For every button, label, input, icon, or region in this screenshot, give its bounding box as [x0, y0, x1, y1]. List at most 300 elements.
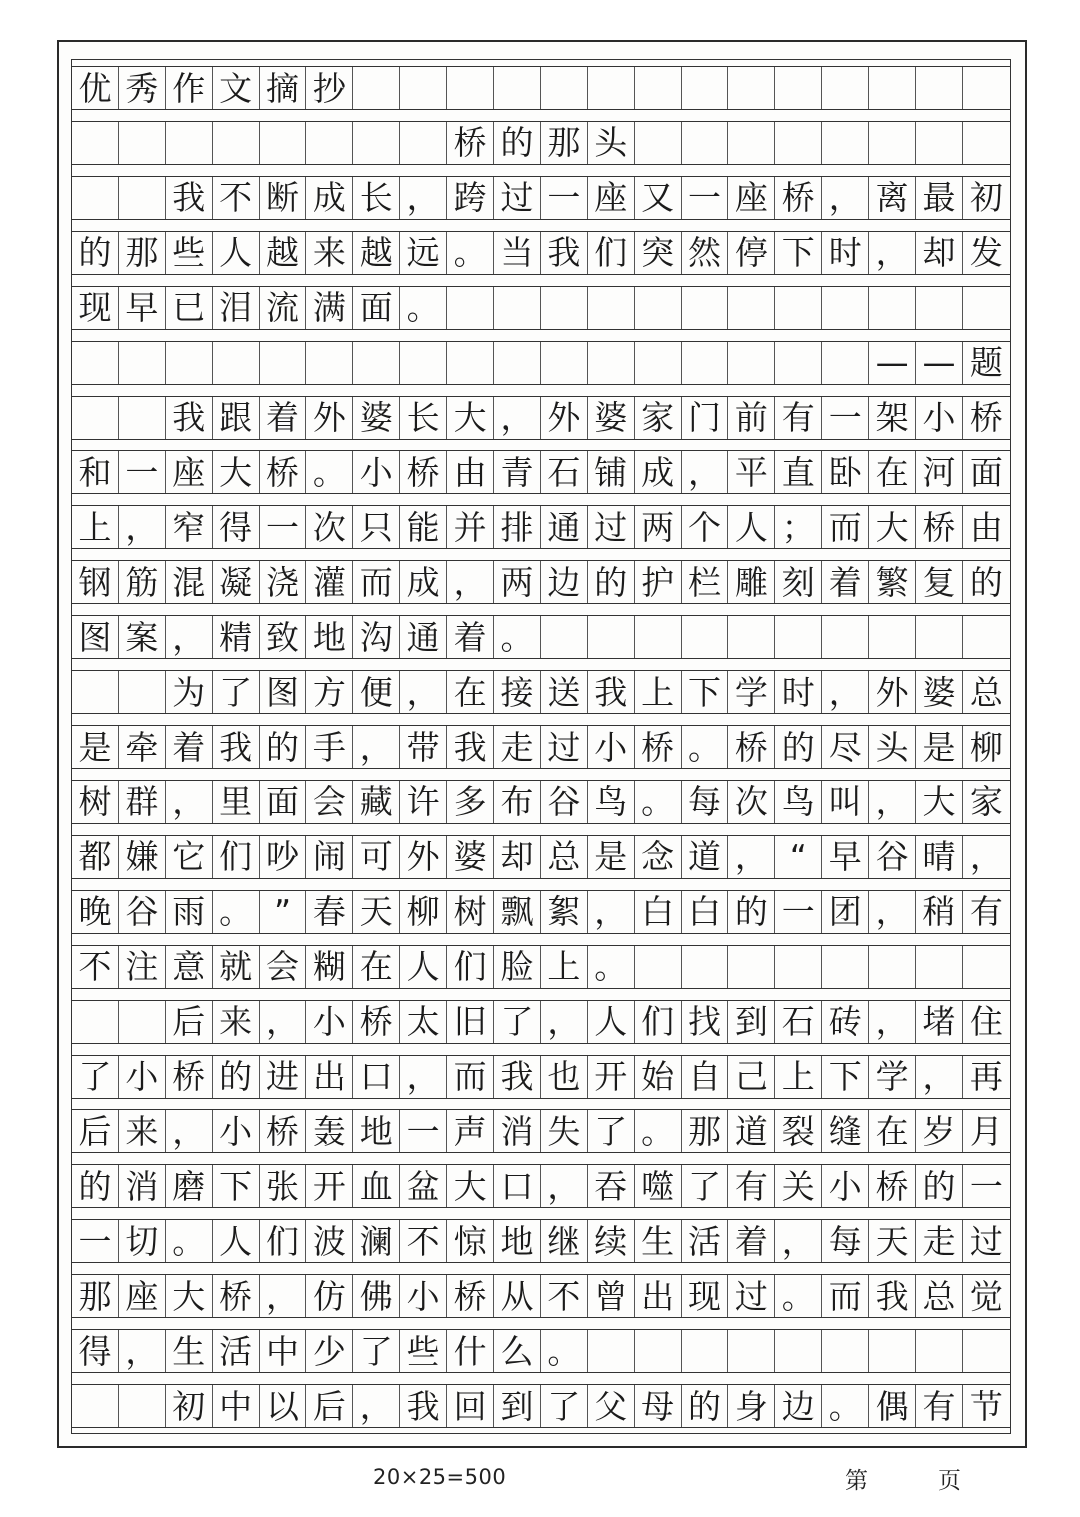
grid-row	[72, 725, 1010, 769]
grid-cell: 总	[916, 1275, 963, 1317]
grid-cell: 意	[166, 946, 213, 988]
grid-cell: 我	[166, 177, 213, 219]
grid-cell: 白	[635, 891, 682, 933]
grid-cell: 。	[447, 232, 494, 274]
grid-cell: 大	[447, 397, 494, 439]
grid-cell: 窄	[166, 506, 213, 548]
grid-cell	[822, 616, 869, 658]
grid-cell: 过	[588, 506, 635, 548]
grid-cell: 总	[541, 836, 588, 878]
grid-cell	[822, 67, 869, 109]
grid-cell: 已	[166, 287, 213, 329]
grid-cell: 面	[353, 287, 400, 329]
grid-cell	[541, 67, 588, 109]
grid-cell: 而	[353, 561, 400, 603]
grid-cell	[822, 287, 869, 329]
grid-cell: 中	[213, 1385, 260, 1427]
grid-cell: 们	[447, 946, 494, 988]
grid-cell: 盆	[400, 1165, 447, 1207]
grid-cell	[119, 671, 166, 713]
grid-cell: 停	[728, 232, 775, 274]
grid-row	[72, 1109, 1010, 1153]
grid-cell: 桥	[213, 1275, 260, 1317]
grid-row	[72, 945, 1010, 989]
grid-cell: 着	[728, 1220, 775, 1262]
grid-cell: 们	[635, 1001, 682, 1043]
grid-row	[72, 615, 1010, 659]
grid-row	[72, 341, 1010, 385]
grid-cell: 成	[306, 177, 353, 219]
grid-cell: 两	[635, 506, 682, 548]
grid-cell: 有	[969, 892, 1003, 932]
grid-cell: 边	[541, 561, 588, 603]
grid-cell: 了	[588, 1110, 635, 1152]
grid-cell: 带	[400, 726, 447, 768]
grid-cell: 活	[213, 1330, 260, 1372]
grid-cell: 图	[72, 616, 119, 658]
grid-cell	[541, 287, 588, 329]
grid-cell: 岁	[916, 1110, 963, 1152]
grid-cell	[869, 616, 916, 658]
grid-cell: 。	[213, 891, 260, 933]
grid-cell: 桥	[260, 451, 307, 493]
grid-cell	[213, 122, 260, 164]
grid-cell	[119, 342, 166, 384]
grid-cell: 送	[541, 671, 588, 713]
grid-cell: 磨	[166, 1165, 213, 1207]
grid-cell: 血	[353, 1165, 400, 1207]
grid-cell: 总	[969, 672, 1003, 712]
grid-cell	[822, 946, 869, 988]
grid-cell: 鸟	[775, 781, 822, 823]
grid-cell: 续	[588, 1220, 635, 1262]
grid-cell: 的	[588, 561, 635, 603]
grid-row	[72, 1219, 1010, 1263]
grid-cell: 节	[969, 1386, 1003, 1426]
grid-cell: 婆	[588, 397, 635, 439]
grid-row	[72, 231, 1010, 275]
grid-cell: 早	[822, 836, 869, 878]
grid-cell: 飘	[494, 891, 541, 933]
grid-cell: 便	[353, 671, 400, 713]
grid-cell: 也	[541, 1056, 588, 1098]
grid-cell	[494, 342, 541, 384]
grid-cell: 长	[353, 177, 400, 219]
grid-cell: 每	[682, 781, 729, 823]
grid-cell: 以	[260, 1385, 307, 1427]
grid-cell: 突	[635, 232, 682, 274]
grid-cell: 道	[682, 836, 729, 878]
grid-cell: ；	[775, 506, 822, 548]
grid-cell: 有	[728, 1165, 775, 1207]
grid-cell: 学	[869, 1056, 916, 1098]
grid-cell: 桥	[400, 451, 447, 493]
grid-cell	[260, 122, 307, 164]
grid-cell: 外	[541, 397, 588, 439]
grid-cell: 的	[728, 891, 775, 933]
grid-cell: 是	[916, 726, 963, 768]
grid-cell	[588, 1330, 635, 1372]
grid-cell: 我	[400, 1385, 447, 1427]
grid-cell: ，	[494, 397, 541, 439]
grid-cell: 离	[869, 177, 916, 219]
grid-cell: 桥	[447, 1275, 494, 1317]
grid-cell: 它	[166, 836, 213, 878]
grid-cell: 活	[682, 1220, 729, 1262]
grid-cell: 家	[635, 397, 682, 439]
grid-cell	[869, 67, 916, 109]
grid-cell: 座	[588, 177, 635, 219]
grid-cell: 来	[119, 1110, 166, 1152]
grid-cell: 惊	[447, 1220, 494, 1262]
grid-cell: 。	[682, 726, 729, 768]
grid-cell: 失	[541, 1110, 588, 1152]
grid-cell	[588, 616, 635, 658]
grid-cell: 着	[447, 616, 494, 658]
grid-cell	[963, 122, 1010, 164]
grid-cell	[635, 342, 682, 384]
grid-cell	[775, 1330, 822, 1372]
grid-cell: 人	[728, 506, 775, 548]
grid-cell: 布	[494, 781, 541, 823]
grid-cell: 为	[166, 671, 213, 713]
grid-cell: 到	[494, 1385, 541, 1427]
grid-cell: 灌	[306, 561, 353, 603]
grid-cell: ，	[916, 1056, 963, 1098]
grid-cell: 从	[494, 1275, 541, 1317]
grid-cell: 开	[306, 1165, 353, 1207]
grid-cell: ，	[353, 726, 400, 768]
grid-cell: 脸	[494, 946, 541, 988]
grid-cell: 。	[541, 1330, 588, 1372]
grid-cell	[916, 616, 963, 658]
grid-cell: 柳	[969, 727, 1003, 767]
grid-cell	[72, 342, 119, 384]
grid-cell: 青	[494, 451, 541, 493]
grid-cell: 稍	[916, 891, 963, 933]
grid-cell	[775, 122, 822, 164]
grid-cell: 凝	[213, 561, 260, 603]
grid-cell: 通	[541, 506, 588, 548]
grid-row	[72, 450, 1010, 494]
grid-row	[72, 890, 1010, 934]
grid-cell: 糊	[306, 946, 353, 988]
grid-cell: 在	[869, 1110, 916, 1152]
grid-cell: ，	[166, 1110, 213, 1152]
grid-cell: 回	[447, 1385, 494, 1427]
grid-cell	[822, 342, 869, 384]
grid-cell	[353, 122, 400, 164]
grid-cell: 那	[682, 1110, 729, 1152]
grid-row	[72, 505, 1010, 549]
grid-row	[72, 835, 1010, 879]
grid-cell: 栏	[682, 561, 729, 603]
grid-cell: 来	[306, 232, 353, 274]
grid-cell: ，	[588, 891, 635, 933]
grid-cell	[166, 122, 213, 164]
grid-cell	[119, 1385, 166, 1427]
grid-cell: ，	[682, 451, 729, 493]
grid-cell: 柳	[400, 891, 447, 933]
grid-cell: 有	[775, 397, 822, 439]
grid-cell: 不	[72, 946, 119, 988]
grid-cell	[119, 1001, 166, 1043]
grid-cell	[869, 1330, 916, 1372]
grid-cell: 地	[306, 616, 353, 658]
grid-cell: 己	[728, 1056, 775, 1098]
grid-cell: 我	[588, 671, 635, 713]
grid-cell	[400, 342, 447, 384]
grid-cell: 浇	[260, 561, 307, 603]
grid-cell: 我	[869, 1275, 916, 1317]
grid-cell: 得	[72, 1330, 119, 1372]
grid-cell	[963, 287, 1010, 329]
grid-cell	[916, 946, 963, 988]
grid-cell: 石	[775, 1001, 822, 1043]
grid-cell: 地	[353, 1110, 400, 1152]
grid-cell: 缝	[822, 1110, 869, 1152]
grid-cell: 群	[119, 781, 166, 823]
grid-cell: 的	[775, 726, 822, 768]
grid-cell	[869, 287, 916, 329]
grid-cell: 一	[260, 506, 307, 548]
grid-cell: 注	[119, 946, 166, 988]
grid-cell	[447, 287, 494, 329]
grid-cell: 我	[213, 726, 260, 768]
grid-cell	[963, 67, 1010, 109]
grid-cell: 会	[306, 781, 353, 823]
grid-cell: 那	[72, 1275, 119, 1317]
grid-cell: —	[869, 342, 916, 384]
grid-cell: 父	[588, 1385, 635, 1427]
grid-cell: 致	[260, 616, 307, 658]
grid-cell: 些	[400, 1330, 447, 1372]
grid-cell: 边	[775, 1385, 822, 1427]
grid-cell: 人	[400, 946, 447, 988]
grid-cell: 越	[260, 232, 307, 274]
grid-cell: —	[916, 342, 963, 384]
grid-cell: 我	[494, 1056, 541, 1098]
grid-cell: 母	[635, 1385, 682, 1427]
grid-cell: 学	[728, 671, 775, 713]
grid-cell: 许	[400, 781, 447, 823]
grid-cell: 婆	[447, 836, 494, 878]
grid-cell: 图	[260, 671, 307, 713]
grid-cell: 。	[822, 1385, 869, 1427]
grid-cell: 面	[969, 452, 1003, 492]
grid-cell: 过	[728, 1275, 775, 1317]
grid-cell: 再	[969, 1057, 1003, 1097]
grid-cell: 春	[306, 891, 353, 933]
grid-cell: 就	[213, 946, 260, 988]
grid-cell	[728, 616, 775, 658]
grid-cell: 远	[400, 232, 447, 274]
grid-cell	[682, 1330, 729, 1372]
grid-cell: 摘	[260, 67, 307, 109]
grid-cell: 大	[916, 781, 963, 823]
grid-cell: 始	[635, 1056, 682, 1098]
grid-cell: 大	[166, 1275, 213, 1317]
grid-cell: 的	[72, 232, 119, 274]
grid-cell	[635, 946, 682, 988]
grid-cell	[728, 287, 775, 329]
grid-cell: 长	[400, 397, 447, 439]
grid-cell: 桥	[447, 122, 494, 164]
grid-row	[72, 286, 1010, 330]
grid-cell: 自	[682, 1056, 729, 1098]
grid-cell: 身	[728, 1385, 775, 1427]
grid-cell: 走	[494, 726, 541, 768]
grid-cell: 钢	[72, 561, 119, 603]
grid-cell: 的	[494, 122, 541, 164]
grid-cell: 由	[969, 507, 1003, 547]
grid-cell: 多	[447, 781, 494, 823]
grid-cell: ，	[400, 671, 447, 713]
grid-cell: 成	[635, 451, 682, 493]
grid-cell: 而	[822, 1275, 869, 1317]
grid-cell: 小	[822, 1165, 869, 1207]
grid-cell: 座	[119, 1275, 166, 1317]
grid-cell: 生	[166, 1330, 213, 1372]
grid-count-label: 20×25=500	[373, 1465, 507, 1489]
grid-cell: 方	[306, 671, 353, 713]
grid-cell: 了	[541, 1385, 588, 1427]
grid-cell: 进	[260, 1056, 307, 1098]
grid-cell: 鸟	[588, 781, 635, 823]
grid-cell: 个	[682, 506, 729, 548]
grid-cell: 过	[969, 1221, 1003, 1261]
grid-cell: 早	[119, 287, 166, 329]
grid-cell: 道	[728, 1110, 775, 1152]
grid-cell: 裂	[775, 1110, 822, 1152]
grid-cell: 桥	[869, 1165, 916, 1207]
grid-cell: 小	[306, 1001, 353, 1043]
grid-cell: 并	[447, 506, 494, 548]
grid-cell	[541, 342, 588, 384]
grid-cell: 澜	[353, 1220, 400, 1262]
grid-cell: 外	[869, 671, 916, 713]
grid-cell: 的	[682, 1385, 729, 1427]
grid-cell: 不	[400, 1220, 447, 1262]
grid-cell: 关	[775, 1165, 822, 1207]
grid-cell: 石	[541, 451, 588, 493]
grid-cell: 护	[635, 561, 682, 603]
grid-cell: 现	[72, 287, 119, 329]
grid-cell: 。	[400, 287, 447, 329]
grid-cell: 断	[260, 177, 307, 219]
grid-cell: 了	[494, 1001, 541, 1043]
grid-cell: 中	[260, 1330, 307, 1372]
grid-cell: ，	[775, 1220, 822, 1262]
grid-cell: ，	[119, 1330, 166, 1372]
grid-cell	[588, 342, 635, 384]
grid-cell: 面	[260, 781, 307, 823]
grid-cell: 住	[969, 1002, 1003, 1042]
grid-cell: 混	[166, 561, 213, 603]
grid-cell	[728, 122, 775, 164]
grid-cell: 头	[588, 122, 635, 164]
grid-cell: 次	[728, 781, 775, 823]
grid-cell: 现	[682, 1275, 729, 1317]
grid-row	[72, 780, 1010, 824]
grid-cell: 絮	[541, 891, 588, 933]
grid-cell: ，	[822, 671, 869, 713]
grid-cell: 流	[260, 287, 307, 329]
grid-cell: 桥	[916, 506, 963, 548]
grid-cell: 一	[541, 177, 588, 219]
grid-cell: ”	[260, 891, 307, 933]
grid-cell: 轰	[306, 1110, 353, 1152]
grid-cell: ，	[400, 177, 447, 219]
grid-cell	[728, 1330, 775, 1372]
grid-cell: 大	[213, 451, 260, 493]
grid-cell	[260, 342, 307, 384]
grid-row	[72, 1384, 1010, 1428]
grid-cell: 有	[916, 1385, 963, 1427]
grid-cell: 不	[213, 177, 260, 219]
grid-cell: 着	[166, 726, 213, 768]
grid-cell: 桥	[353, 1001, 400, 1043]
grid-cell: 人	[213, 232, 260, 274]
grid-cell	[963, 616, 1010, 658]
grid-cell: 们	[260, 1220, 307, 1262]
grid-cell	[682, 122, 729, 164]
grid-cell	[119, 122, 166, 164]
grid-cell	[353, 67, 400, 109]
grid-cell: 跨	[447, 177, 494, 219]
grid-cell: 桥	[260, 1110, 307, 1152]
grid-cell: 上	[541, 946, 588, 988]
grid-cell: 却	[494, 836, 541, 878]
grid-cell	[306, 122, 353, 164]
grid-cell: 太	[400, 1001, 447, 1043]
grid-cell: ，	[400, 1056, 447, 1098]
grid-cell	[775, 616, 822, 658]
grid-cell: 仿	[306, 1275, 353, 1317]
grid-cell: 地	[494, 1220, 541, 1262]
grid-row	[72, 1000, 1010, 1044]
grid-cell: 。	[775, 1275, 822, 1317]
grid-cell: 尽	[822, 726, 869, 768]
grid-cell: 偶	[869, 1385, 916, 1427]
grid-cell: 白	[682, 891, 729, 933]
grid-cell: 泪	[213, 287, 260, 329]
grid-cell: 。	[306, 451, 353, 493]
grid-cell: 一	[822, 397, 869, 439]
grid-cell: 接	[494, 671, 541, 713]
grid-cell: 发	[969, 233, 1003, 273]
grid-cell: 下	[822, 1056, 869, 1098]
grid-cell	[72, 397, 119, 439]
grid-cell: 的	[72, 1165, 119, 1207]
grid-cell: 架	[869, 397, 916, 439]
grid-cell: 手	[306, 726, 353, 768]
grid-cell: 小	[916, 397, 963, 439]
grid-cell: 上	[775, 1056, 822, 1098]
grid-cell: 案	[119, 616, 166, 658]
grid-cell: 牵	[119, 726, 166, 768]
grid-cell: 那	[541, 122, 588, 164]
grid-cell: 。	[588, 946, 635, 988]
grid-cell	[400, 122, 447, 164]
grid-cell: 优	[72, 67, 119, 109]
grid-cell: 。	[494, 616, 541, 658]
grid-cell: 复	[916, 561, 963, 603]
grid-cell: 外	[306, 397, 353, 439]
grid-row	[72, 396, 1010, 440]
grid-cell: ，	[260, 1275, 307, 1317]
grid-cell: 繁	[869, 561, 916, 603]
